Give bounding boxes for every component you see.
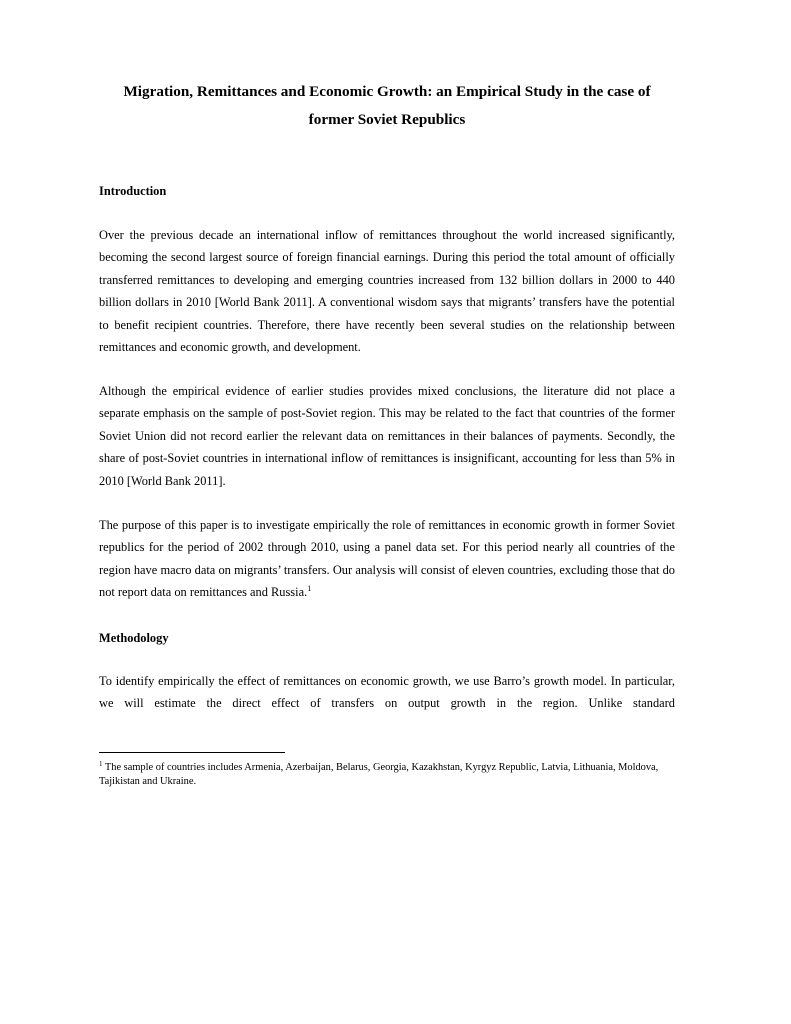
introduction-paragraph-3-text: The purpose of this paper is to investigate empirically the role of remittances in economic growth in former Soviet republics for the period of 2002 through 2010, using a panel data set. For this period nearly all countries of the region have macro data on migrants’ transfers. Our analysis will consist of eleven countries, excluding those that do not report data on remittances and Russia. [99, 518, 675, 600]
paper-title-line-1: Migration, Remittances and Economic Growth: an Empirical Study in the case of [123, 83, 651, 100]
footnote-separator [99, 752, 285, 753]
methodology-heading: Methodology [99, 631, 169, 645]
footnote [99, 761, 659, 789]
paper-title-line-2: former Soviet Republics [308, 111, 466, 128]
introduction-paragraph-1: Over the previous decade an international inflow of remittances throughout the world increased significantly, becoming the second largest source of foreign financial earnings. During this period the total amount of officially transferred remittances to developing and emerging countries increased from 132 billion dollars in 2000 to 440 billion dollars in 2010 [World Bank 2011]. A conventional wisdom says that migrants’ transfers have the potential to benefit recipient countries. Therefore, there have recently been several studies on the relationship between remittances and economic growth, and development. [99, 228, 675, 355]
footnote-reference[interactable]: 1 [307, 584, 312, 594]
footnote-marker: 1 [99, 760, 103, 768]
introduction-paragraph-2: Although the empirical evidence of earlier studies provides mixed conclusions, the literature did not place a separate emphasis on the sample of post-Soviet region. This may be related to the fact that countries of the former Soviet Union did not record earlier the relevant data on remittances in their balances of payments. Secondly, the share of post-Soviet countries in international inflow of remittances is insignificant, accounting for less than 5% in 2010 [World Bank 2011]. [99, 384, 675, 488]
introduction-heading: Introduction [99, 184, 167, 198]
introduction-paragraph-3 [99, 514, 675, 604]
paper-title [99, 78, 675, 134]
footnote-text: The sample of countries includes Armenia, Azerbaijan, Belarus, Georgia, Kazakhstan, Kyrgyz Republic, Latvia, Lithuania, Moldova, Tajikistan and Ukraine. [99, 762, 659, 787]
methodology-paragraph-1: To identify empirically the effect of remittances on economic growth, we use Barro’s growth model. In particular, we will estimate the direct effect of transfers on output growth in the region. Unlike standard [99, 674, 675, 711]
